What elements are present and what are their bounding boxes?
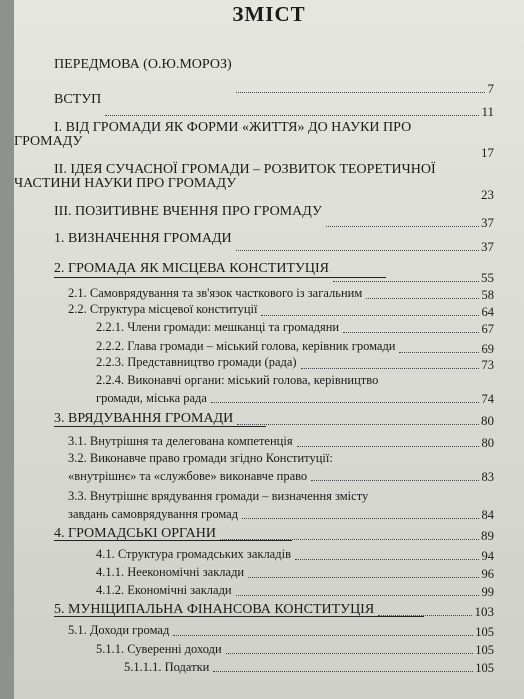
- toc-underline-e21: [54, 616, 424, 617]
- toc-entry-e17: 4. ГРОМАДСЬКІ ОРГАНИ: [54, 526, 216, 541]
- toc-entry-e18: 4.1. Структура громадських закладів: [96, 547, 291, 561]
- toc-leader-e0: [236, 92, 486, 93]
- toc-entry-e10: 2.2.2. Глава громади – міський голова, керівник громади: [96, 339, 396, 353]
- toc-page-number-e22: 105: [475, 625, 494, 639]
- toc-page-number-e24: 105: [475, 661, 494, 675]
- toc-underline-e17: [54, 540, 292, 541]
- toc-leader-e8: [261, 315, 479, 316]
- toc-entry-e23: 5.1.1. Суверенні доходи: [96, 642, 222, 656]
- toc-entry-e12-line-2: громади, міська рада: [96, 391, 207, 405]
- toc-page-number-e19: 96: [481, 567, 494, 581]
- toc-page-number-e4: 37: [481, 215, 494, 230]
- book-page: [14, 0, 524, 699]
- toc-leader-e12: [211, 402, 480, 403]
- toc-entry-e1: ВСТУП: [54, 92, 102, 107]
- toc-underline-e13: [54, 426, 266, 427]
- toc-page-number-e16: 84: [481, 508, 494, 522]
- toc-leader-e13: [237, 424, 479, 425]
- toc-page-number-e3: 23: [481, 187, 494, 202]
- toc-page-number-e5: 37: [481, 239, 494, 254]
- toc-page-number-e9: 67: [481, 322, 494, 336]
- toc-leader-e6: [333, 281, 479, 282]
- toc-underline-e6: [54, 277, 386, 278]
- toc-entry-e12-line-1: 2.2.4. Виконавчі органи: міський голова, керівництво: [96, 373, 379, 387]
- toc-page-number-e6: 55: [481, 270, 494, 285]
- toc-leader-e15: [311, 480, 479, 481]
- toc-page-number-e2: 17: [481, 145, 494, 160]
- toc-leader-e22: [173, 635, 473, 636]
- toc-page-number-e21: 103: [474, 604, 494, 619]
- toc-entry-e20: 4.1.2. Економічні заклади: [96, 583, 232, 597]
- toc-entry-e19: 4.1.1. Неекономічні заклади: [96, 565, 245, 579]
- toc-page-number-e23: 105: [475, 643, 494, 657]
- toc-page-number-e1: 11: [481, 104, 494, 119]
- toc-leader-e18: [295, 559, 480, 560]
- toc-entry-e3-line-2: ЧАСТИНИ НАУКИ ПРО ГРОМАДУ: [14, 176, 237, 191]
- toc-entry-e13: 3. ВРЯДУВАННЯ ГРОМАДИ: [54, 411, 234, 426]
- toc-entry-e15-line-2: «внутрішнє» та «службове» виконавче право: [68, 469, 308, 483]
- toc-entry-e8: 2.2. Структура місцевої конституції: [68, 302, 258, 316]
- toc-entry-e11: 2.2.3. Представництво громади (рада): [96, 355, 297, 369]
- toc-page-number-e20: 99: [481, 585, 494, 599]
- toc-entry-e9: 2.2.1. Члени громади: мешканці та громадяни: [96, 320, 340, 334]
- toc-page-number-e14: 80: [481, 436, 494, 450]
- toc-leader-e5: [236, 250, 479, 251]
- toc-leader-e9: [343, 332, 479, 333]
- toc-entry-e22: 5.1. Доходи громад: [68, 623, 170, 637]
- toc-leader-e7: [366, 298, 479, 299]
- toc-leader-e1: [105, 115, 479, 116]
- toc-entry-e14: 3.1. Внутрішня та делегована компетенція: [68, 434, 293, 448]
- toc-page-number-e7: 58: [481, 288, 494, 302]
- toc-leader-e14: [297, 446, 480, 447]
- toc-leader-e24: [213, 671, 473, 672]
- toc-leader-e10: [399, 352, 479, 353]
- toc-entry-e2-line-2: ГРОМАДУ: [14, 134, 83, 149]
- toc-entry-e24: 5.1.1.1. Податки: [124, 660, 210, 674]
- toc-page-number-e8: 64: [481, 305, 494, 319]
- toc-entry-e5: 1. ВИЗНАЧЕННЯ ГРОМАДИ: [54, 231, 232, 246]
- toc-leader-e4: [326, 226, 479, 227]
- toc-page-number-e17: 89: [481, 528, 494, 543]
- toc-entry-e16-line-1: 3.3. Внутрішнє врядування громади – визначення змісту: [68, 489, 369, 503]
- toc-entry-e15-line-1: 3.2. Виконавче право громади згідно Конституції:: [68, 451, 333, 465]
- toc-entry-e4: ІІІ. ПОЗИТИВНЕ ВЧЕННЯ ПРО ГРОМАДУ: [54, 204, 322, 219]
- toc-leader-e19: [248, 577, 479, 578]
- toc-entry-e3-line-1: ІІ. ІДЕЯ СУЧАСНОЇ ГРОМАДИ – РОЗВИТОК ТЕОРЕТИЧНОЇ: [54, 162, 436, 177]
- toc-leader-e16: [242, 518, 479, 519]
- toc-page-number-e15: 83: [481, 470, 494, 484]
- toc-page-number-e0: 7: [487, 81, 494, 96]
- toc-entry-e21: 5. МУНІЦИПАЛЬНА ФІНАНСОВА КОНСТИТУЦІЯ: [54, 602, 375, 617]
- page-title: ЗМІСТ: [232, 2, 306, 26]
- toc-entry-e7: 2.1. Самоврядування та зв'язок часткового із загальним: [68, 286, 363, 300]
- toc-entry-e0: ПЕРЕДМОВА (О.Ю.МОРОЗ): [54, 57, 232, 72]
- toc-leader-e20: [236, 595, 480, 596]
- toc-leader-e23: [226, 653, 474, 654]
- toc-page-number-e18: 94: [481, 549, 494, 563]
- toc-page-number-e10: 69: [481, 342, 494, 356]
- toc-entry-e2-line-1: І. ВІД ГРОМАДИ ЯК ФОРМИ «ЖИТТЯ» ДО НАУКИ ПРО: [54, 120, 412, 135]
- toc-page-number-e12: 74: [481, 392, 494, 406]
- toc-entry-e6: 2. ГРОМАДА ЯК МІСЦЕВА КОНСТИТУЦІЯ: [54, 261, 330, 276]
- toc-page-number-e11: 73: [481, 358, 494, 372]
- toc-entry-e16-line-2: завдань самоврядування громад: [68, 507, 239, 521]
- toc-leader-e11: [301, 368, 480, 369]
- toc-page-number-e13: 80: [481, 413, 494, 428]
